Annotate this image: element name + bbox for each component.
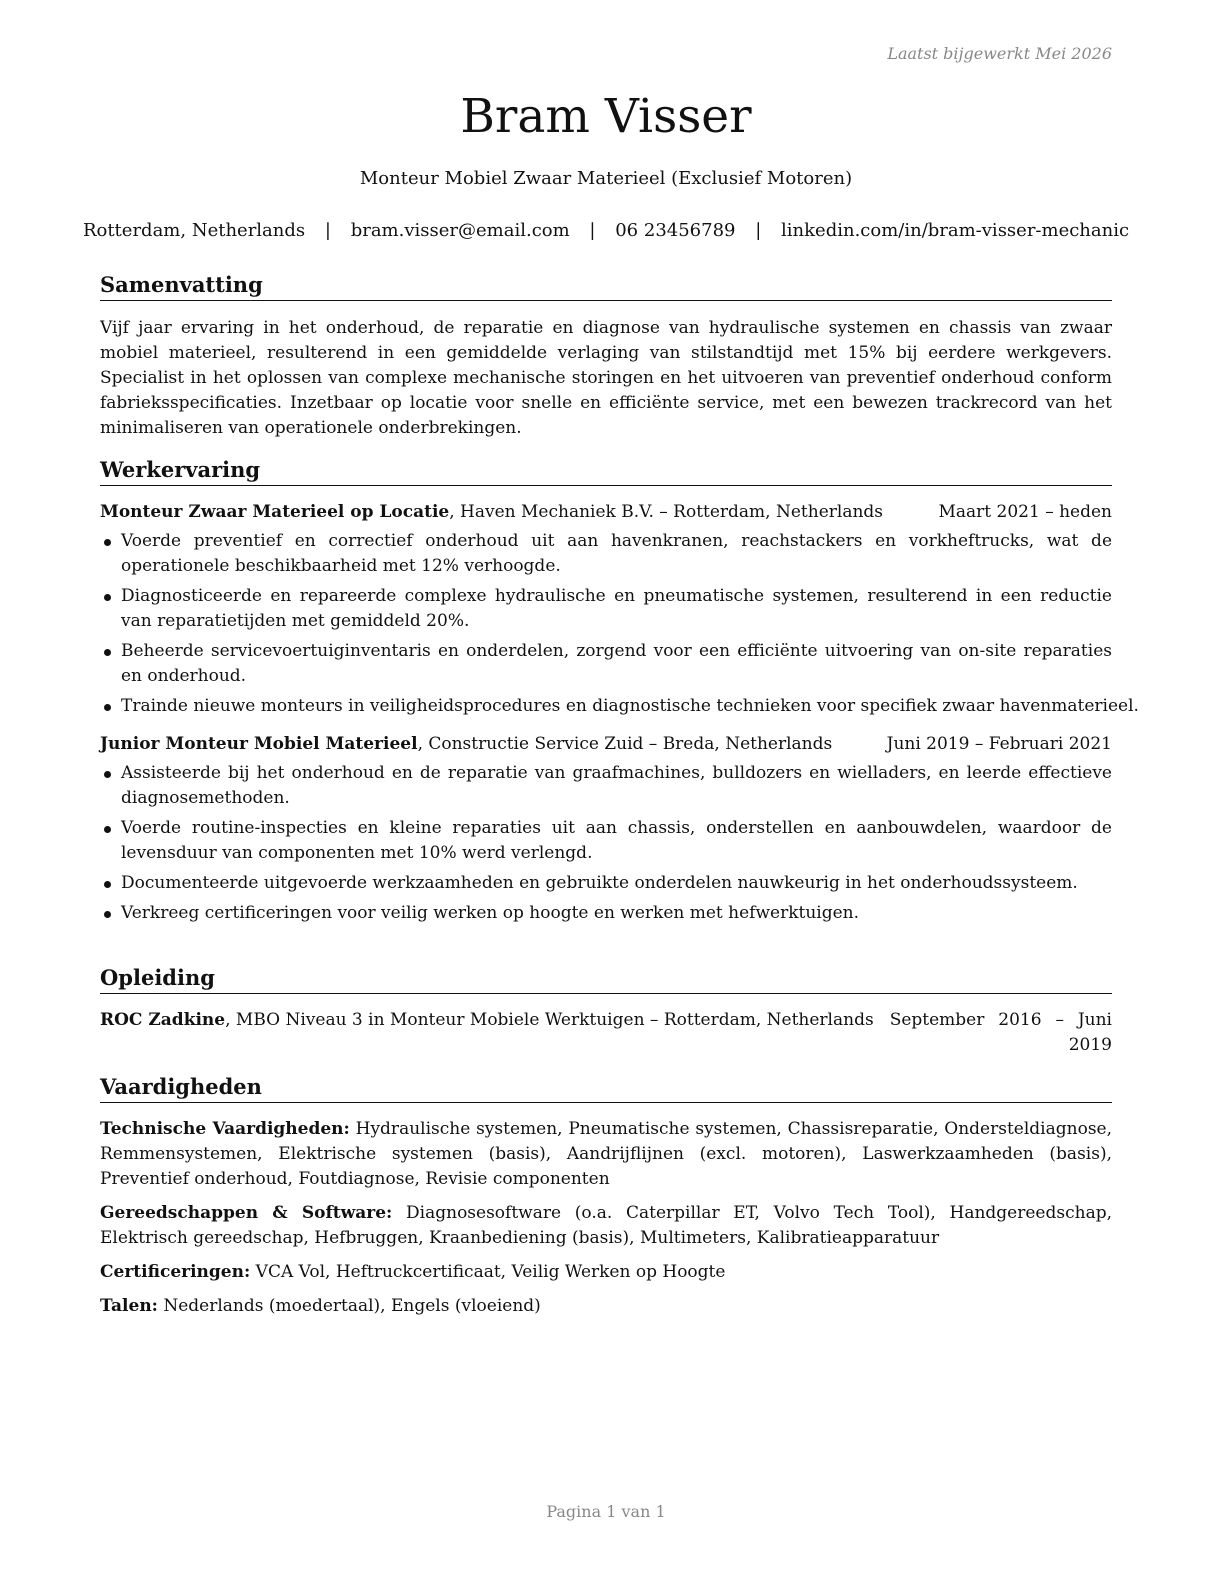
bullet-item: Voerde preventief en correctief onderhoud uit aan havenkranen, reachstackers en vorkheftrucks, wat de operationele beschikbaarheid met 12% verhoogde. xyxy=(100,529,1112,579)
job-company: , Haven Mechaniek B.V. – Rotterdam, Netherlands xyxy=(449,502,884,522)
bullet-item: Assisteerde bij het onderhoud en de reparatie van graafmachines, bulldozers en wielladers, en leerde effectieve diagnosemethoden. xyxy=(100,761,1112,811)
job-title: Monteur Zwaar Materieel op Locatie xyxy=(100,502,450,522)
bullet-item: Documenteerde uitgevoerde werkzaamheden en gebruikte onderdelen nauwkeurig in het onderhoudssysteem. xyxy=(100,871,1112,896)
bullet-item: Verkreeg certificeringen voor veilig werken op hoogte en werken met hefwerktuigen. xyxy=(100,901,1112,926)
section-heading-experience: Werkervaring xyxy=(100,456,1112,486)
candidate-name: Bram Visser xyxy=(460,89,752,144)
bullet-icon xyxy=(104,649,111,656)
bullet-item: Diagnosticeerde en repareerde complexe hydraulische en pneumatische systemen, resulterend in een reductie van reparatietijden met gemiddeld 20%. xyxy=(100,584,1112,634)
contact-linkedin[interactable]: linkedin.com/in/bram-visser-mechanic xyxy=(781,220,1130,241)
skill-group-text: Nederlands (moedertaal), Engels (vloeiend) xyxy=(157,1296,541,1316)
skill-group-label: Gereedschappen & Software: xyxy=(100,1203,393,1223)
page-number: Pagina 1 van 1 xyxy=(546,1502,666,1521)
skill-group-text: Hydraulische systemen, Pneumatische systemen, Chassisreparatie, Ondersteldiagnose, Remmensystemen, Elektrische systemen (basis), Aandrijflijnen (excl. motoren), Laswerkzaamheden (basis), Preventief onderhoud, Foutdiagnose, Revisie componenten xyxy=(100,1119,1113,1189)
bullet-icon xyxy=(104,594,111,601)
skills-section xyxy=(100,1073,1112,1328)
job-entry xyxy=(100,500,1139,719)
bullet-icon xyxy=(104,771,111,778)
section-heading-education: Opleiding xyxy=(100,964,1112,994)
skill-group xyxy=(100,1117,1112,1192)
skill-group-text: VCA Vol, Heftruckcertificaat, Veilig Werken op Hoogte xyxy=(250,1262,726,1282)
job-bullets xyxy=(100,529,1139,719)
bullet-icon xyxy=(104,704,111,711)
education-section xyxy=(100,964,1112,1058)
job-dates: Juni 2019 – Februari 2021 xyxy=(886,734,1112,754)
job-title-company xyxy=(100,732,832,757)
job-bullets xyxy=(100,761,1112,926)
education-school-detail xyxy=(100,1008,874,1058)
job-title: Junior Monteur Mobiel Materieel xyxy=(100,734,418,754)
job-entry xyxy=(100,732,1112,926)
bullet-item: Beheerde servicevoertuiginventaris en onderdelen, zorgend voor een efficiënte uitvoering van on-site reparaties en onderhoud. xyxy=(100,639,1112,689)
job-title-company xyxy=(100,500,883,525)
contact-email[interactable]: bram.visser@email.com xyxy=(350,220,570,241)
skill-group xyxy=(100,1294,1112,1319)
section-heading-skills: Vaardigheden xyxy=(100,1073,1112,1103)
summary-section xyxy=(100,271,1112,441)
job-title: Monteur Mobiel Zwaar Materieel (Exclusief Motoren) xyxy=(359,168,853,189)
bullet-icon xyxy=(104,826,111,833)
bullet-icon xyxy=(104,539,111,546)
education-detail: , MBO Niveau 3 in Monteur Mobiele Werktuigen – Rotterdam, Netherlands xyxy=(225,1010,874,1030)
bullet-item: Trainde nieuwe monteurs in veiligheidsprocedures en diagnostische technieken voor specifiek zwaar havenmaterieel. xyxy=(100,694,1112,719)
skill-group xyxy=(100,1260,1112,1285)
job-company: , Constructie Service Zuid – Breda, Netherlands xyxy=(417,734,833,754)
contact-location: Rotterdam, Netherlands xyxy=(82,220,306,241)
bullet-item: Voerde routine-inspecties en kleine reparaties uit aan chassis, onderstellen en aanbouwdelen, waardoor de levensduur van componenten met 10% werd verlengd. xyxy=(100,816,1112,866)
education-school: ROC Zadkine xyxy=(100,1010,226,1030)
contact-line xyxy=(50,219,1162,243)
education-entry xyxy=(100,1008,1112,1058)
experience-section xyxy=(100,456,1139,931)
contact-separator: | xyxy=(589,220,596,241)
job-header xyxy=(100,732,1112,757)
job-dates: Maart 2021 – heden xyxy=(938,502,1112,522)
education-dates: September 2016 – Juni 2019 xyxy=(889,1010,1112,1055)
skill-group xyxy=(100,1201,1112,1251)
bullet-icon xyxy=(104,881,111,888)
summary-text: Vijf jaar ervaring in het onderhoud, de reparatie en diagnose van hydraulische systemen en chassis van zwaar mobiel materieel, resulterend in een gemiddelde verlaging van stilstandtijd met 15% bij eerdere werkgevers. Specialist in het oplossen van complexe mechanische storingen en het uitvoeren van preventief onderhoud conform fabrieksspecificaties. Inzetbaar op locatie voor snelle en efficiënte service, met een bewezen trackrecord van het minimaliseren van operationele onderbrekingen. xyxy=(100,318,1112,438)
skills-list xyxy=(100,1117,1112,1319)
skill-group-text: Diagnosesoftware (o.a. Caterpillar ET, Volvo Tech Tool), Handgereedschap, Elektrisch gereedschap, Hefbruggen, Kraanbediening (basis), Multimeters, Kalibratieapparatuur xyxy=(100,1203,1112,1248)
last-updated-note: Laatst bijgewerkt Mei 2026 xyxy=(887,44,1112,63)
contact-phone: 06 23456789 xyxy=(615,220,736,241)
contact-separator: | xyxy=(324,220,331,241)
skill-group-label: Certificeringen: xyxy=(100,1262,251,1282)
skill-group-label: Talen: xyxy=(100,1296,158,1316)
job-header xyxy=(100,500,1112,525)
skill-group-label: Technische Vaardigheden: xyxy=(100,1119,350,1139)
resume-page xyxy=(82,0,1139,1584)
contact-separator: | xyxy=(755,220,762,241)
bullet-icon xyxy=(104,911,111,918)
section-heading-summary: Samenvatting xyxy=(100,271,1112,301)
